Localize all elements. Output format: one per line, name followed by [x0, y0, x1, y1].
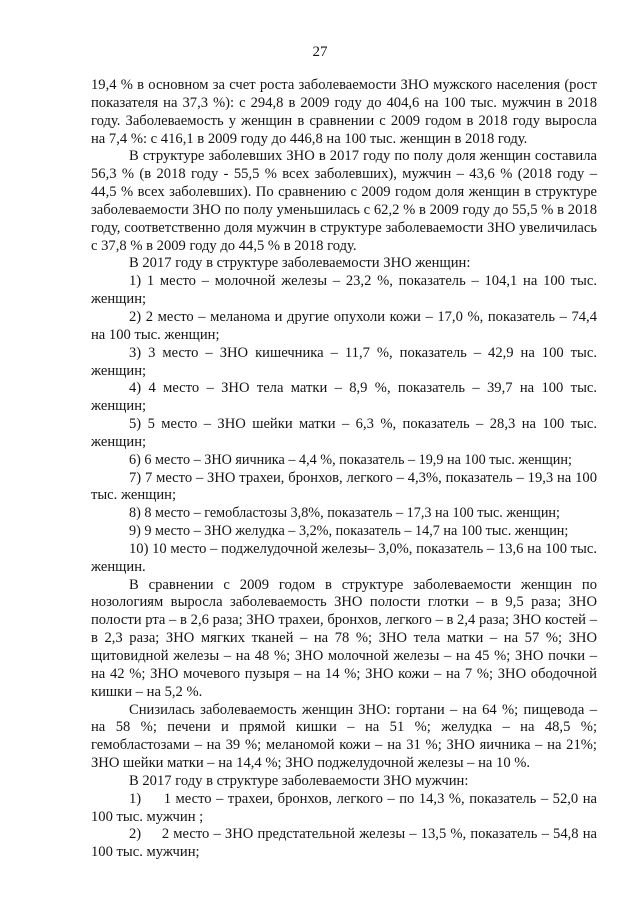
list-item-women-4: 4) 4 место – ЗНО тела матки – 8,9 %, показатель – 39,7 на 100 тыс. женщин; — [91, 380, 597, 415]
paragraph-women-decline: Снизилась заболеваемость женщин ЗНО: гортани – на 64 %; пищевода – на 58 %; печени и прямой кишки – на 51 %; желудка – на 48,5 %; гемобластозами – на 39 %; меланомой кожи – на 31 %; ЗНО яичника – на 21%; ЗНО шейки матки – на 14,4 %; ЗНО поджелудочной железы – на 10 %. — [91, 701, 597, 772]
list-item-women-9: 9) 9 место – ЗНО желудка – 3,2%, показатель – 14,7 на 100 тыс. женщин; — [129, 523, 569, 540]
paragraph-growth-intro: 19,4 % в основном за счет роста заболеваемости ЗНО мужского населения (рост показателя на 37,3 %): с 294,8 в 2009 году до 404,6 на 100 тыс. мужчин в 2018 году. Заболеваемость у женщин в сравнении с 2009 годом в 2018 году выросла на 7,4 %: с 416,1 в 2009 году до 446,8 на 100 тыс. женщин в 2018 году. — [91, 77, 597, 147]
paragraph-sex-structure: В структуре заболевших ЗНО в 2017 году по полу доля женщин составила 56,3 % (в 2018 году - 55,5 % всех заболевших), мужчин – 43,6 % (2018 году – 44,5 % всех заболевших). По сравнению с 2009 годом доля женщин в структуре заболеваемости ЗНО по полу уменьшилась с 62,2 % в 2009 году до 55,5 % в 2018 году, соответственно доля мужчин в структуре заболеваемости ЗНО увеличилась с 37,8 % в 2009 году до 44,5 % в 2018 году. — [91, 148, 597, 254]
list-item-women-1: 1) 1 место – молочной железы – 23,2 %, показатель – 104,1 на 100 тыс. женщин; — [91, 273, 597, 308]
paragraph-men-heading: В 2017 году в структуре заболеваемости ЗНО мужчин: — [129, 772, 469, 789]
list-item-women-10: 10) 10 место – поджелудочной железы– 3,0%, показатель – 13,6 на 100 тыс. женщин. — [91, 540, 597, 575]
paragraph-women-growth: В сравнении с 2009 годом в структуре заболеваемости женщин по нозологиям выросла заболеваемость ЗНО полости глотки – в 9,5 раза; ЗНО полости рта – в 2,6 раза; ЗНО трахеи, бронхов, легкого – в 2,4 раза; ЗНО костей – в 2,3 раза; ЗНО мягких тканей – на 78 %; ЗНО тела матки – на 57 %; ЗНО щитовидной железы – на 48 %; ЗНО молочной железы – на 45 %; ЗНО почки – на 42 %; ЗНО мочевого пузыря – на 14 %; ЗНО кожи – на 7 %; ЗНО ободочной кишки – на 5,2 %. — [91, 576, 597, 700]
list-item-men-1: 1) 1 место – трахеи, бронхов, легкого – по 14,3 %, показатель – 52,0 на 100 тыс. мужчин ; — [91, 790, 601, 825]
list-item-men-2: 2) 2 место – ЗНО предстательной железы – 13,5 %, показатель – 54,8 на 100 тыс. мужчин; — [91, 826, 601, 861]
list-item-women-3: 3) 3 место – ЗНО кишечника – 11,7 %, показатель – 42,9 на 100 тыс. женщин; — [91, 344, 597, 379]
list-item-women-2: 2) 2 место – меланома и другие опухоли кожи – 17,0 %, показатель – 74,4 на 100 тыс. женщин; — [91, 308, 597, 343]
list-item-women-8: 8) 8 место – гемобластозы 3,8%, показатель – 17,3 на 100 тыс. женщин; — [129, 505, 560, 522]
list-item-women-6: 6) 6 место – ЗНО яичника – 4,4 %, показатель – 19,9 на 100 тыс. женщин; — [129, 451, 572, 468]
page-number: 27 — [312, 44, 328, 60]
paragraph-women-heading: В 2017 году в структуре заболеваемости ЗНО женщин: — [129, 255, 471, 272]
list-item-women-5: 5) 5 место – ЗНО шейки матки – 6,3 %, показатель – 28,3 на 100 тыс. женщин; — [91, 416, 597, 450]
list-item-women-7: 7) 7 место – ЗНО трахеи, бронхов, легкого – 4,3%, показатель – 19,3 на 100 тыс. женщин; — [91, 469, 597, 504]
document-body — [91, 77, 601, 862]
